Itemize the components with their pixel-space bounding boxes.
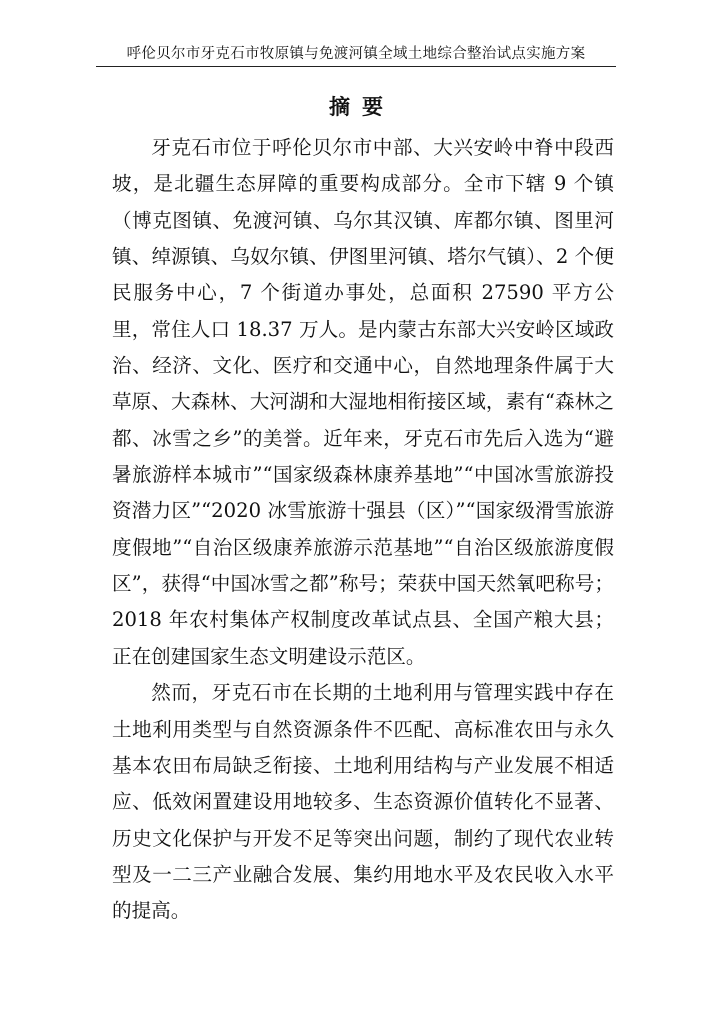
running-header: 呼伦贝尔市牙克石市牧原镇与免渡河镇全域土地综合整治试点实施方案 — [96, 44, 616, 67]
page-title: 摘要 — [329, 94, 395, 119]
paragraph-1: 牙克石市位于呼伦贝尔市中部、大兴安岭中脊中段西坡，是北疆生态屏障的重要构成部分。全市下辖 9 个镇（博克图镇、免渡河镇、乌尔其汉镇、库都尔镇、图里河镇、绰源镇、乌奴尔镇、伊图里河镇、塔尔气镇）、2 个便民服务中心，7 个街道办事处，总面积 27590 平方公里，常住人口 18.37 万人。是内蒙古东部大兴安岭区域政治、经济、文化、医疗和交通中心，自然地理条件属于大草原、大森林、大河湖和大湿地相衔接区域，素有“森林之都、冰雪之乡”的美誉。近年来，牙克石市先后入选为“避暑旅游样本城市”“国家级森林康养基地”“中国冰雪旅游投资潜力区”“2020 冰雪旅游十强县（区）”“国家级滑雪旅游度假地”“自治区级康养旅游示范基地”“自治区级旅游度假区”，获得“中国冰雪之都”称号；荣获中国天然氧吧称号；2018 年农村集体产权制度改革试点县、全国产粮大县；正在创建国家生态文明建设示范区。 — [112, 136, 614, 668]
paragraph-2: 然而，牙克石市在长期的土地利用与管理实践中存在土地利用类型与自然资源条件不匹配、高标准农田与永久基本农田布局缺乏衔接、土地利用结构与产业发展不相适应、低效闲置建设用地较多、生态资源价值转化不显著、历史文化保护与开发不足等突出问题，制约了现代农业转型及一二三产业融合发展、集约用地水平及农民收入水平的提高。 — [112, 681, 614, 923]
abstract-body — [112, 130, 614, 930]
